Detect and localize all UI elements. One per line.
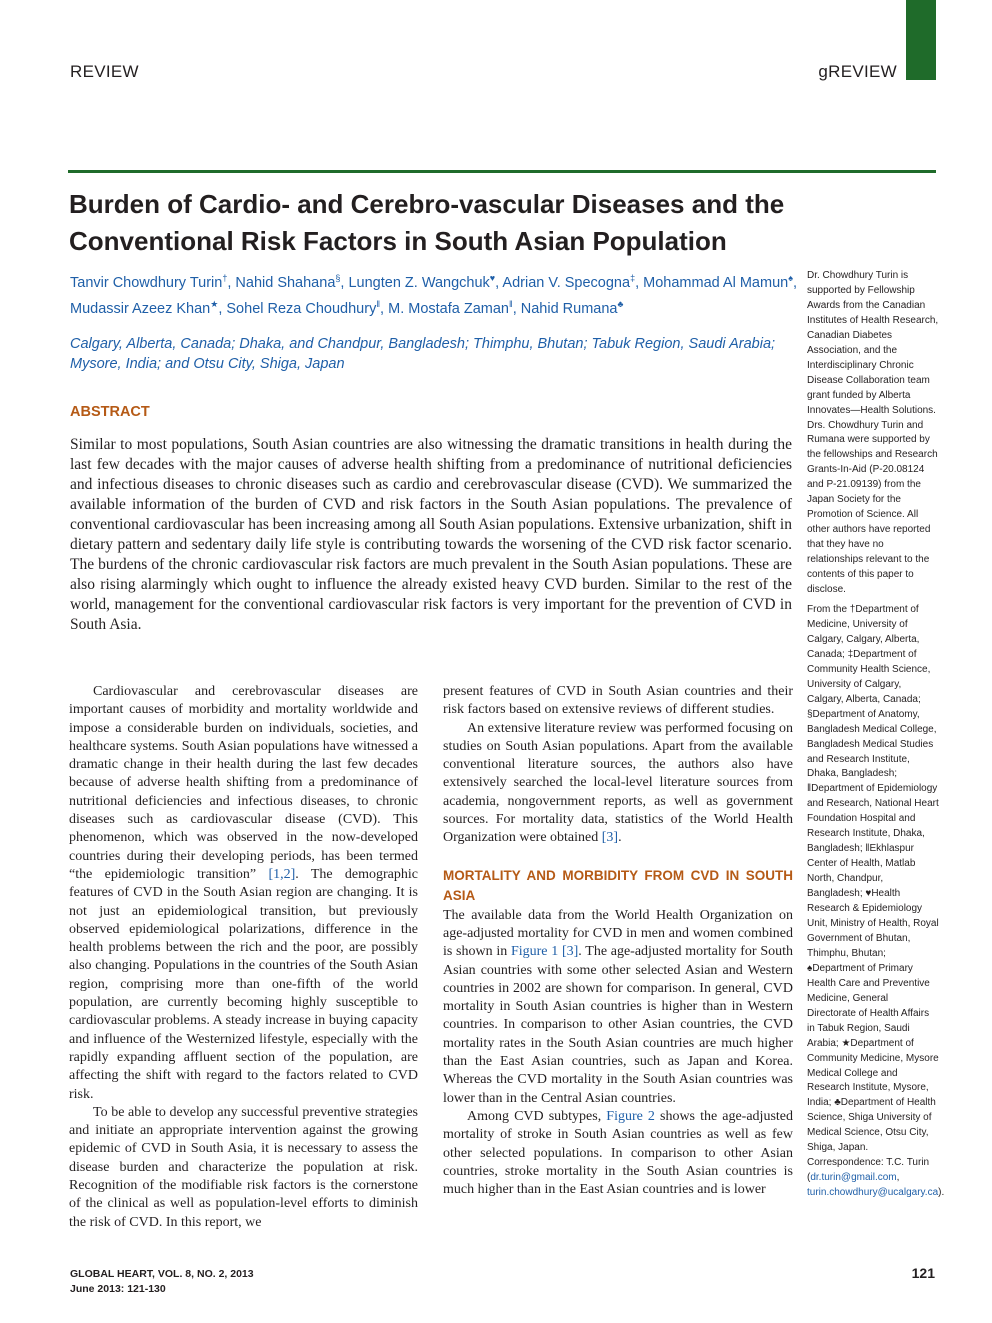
author-separator: , (512, 300, 521, 317)
affiliation-text: , (896, 1172, 900, 1184)
body-column-left (69, 683, 418, 1232)
affiliation-mark: ♠ (788, 273, 793, 283)
section-label-left: REVIEW (70, 62, 139, 81)
paragraph-text: The available data from the World Health Organization on age-adjusted mortality for CVD in men and women combined is shown in (443, 907, 793, 960)
paragraph-text: Cardiovascular and cerebrovascular diseases are important causes of morbidity and mortality worldwide and impose a considerable burden on individuals, societies, and healthcare systems. South Asian populations have witnessed a dramatic change in their health during the last few decades because of adverse health shifting from a predominance of nutritional deficiencies and infectious diseases, to chronic diseases such as cardiovascular disease (CVD). This phenomenon, which was observed in the now-developed countries during their developing periods, has been termed “the epidemiologic transition” (69, 684, 418, 882)
citation-link[interactable]: [3] (601, 830, 619, 846)
author-separator: , (495, 274, 503, 291)
affiliation-text: From the †Department of Medicine, University of Calgary, Calgary, Alberta, Canada; ‡Department of Community Health Science, University of Calgary, Calgary, Alberta, Canada; §Department of Anatomy, Bangladesh Medical College, Bangladesh Medical Studies and Research Institute, Dhaka, Bangladesh; ‖Department of Epidemiology and Research, National Heart Foundation Hospital and Research Institute, Dhaka, Bangladesh; ‖Ekhlaspur Center of Health, Matlab North, Chandpur, Bangladesh; ♥Health Research & Epidemiology Unit, Ministry of Health, Royal Government of Bhutan, Thimphu, Bhutan; ♠Department of Primary Health Care and Preventive Medicine, General Directorate of Health Affairs in Tabuk Region, Saudi Arabia; ★Department of Community Medicine, Mysore Medical College and Research Institute, Mysore, India; ♣Department of Health Science, Shiga University of Medical Science, Otsu City, Shiga, Japan. Correspondence: T.C. Turin ( (807, 603, 939, 1184)
affiliation-mark: § (335, 273, 341, 283)
journal-citation: GLOBAL HEART, VOL. 8, NO. 2, 2013 (70, 1268, 254, 1280)
author-separator: , (635, 274, 644, 291)
section-label-right: gREVIEW (818, 62, 897, 81)
abstract-text: Similar to most populations, South Asian countries are also witnessing the dramatic transitions in health during the last few decades with the major causes of adverse health shifting from a predominance of nutritional deficiencies and infectious diseases to chronic diseases such as cardio and cerebrovascular disease (CVD). We summarized the available information of the burden of CVD and risk factors in the South Asian populations. The prevalence of conventional cardiovascular has been increasing among all South Asian populations. Extensive urbanization, shift in dietary pattern and sedentary daily life style is contributing towards the worsening of the CVD risk factor scenario. The burdens of the chronic cardiovascular risk factors are much prevalent in the South Asian populations. These are also rising alarmingly which ought to influence the already existed heavy CVD burden. Similar to the rest of the world, management for the conventional cardiovascular risk factors is very important for the prevention of CVD in South Asia. (70, 436, 792, 633)
body-paragraph (443, 1108, 793, 1199)
issue-date: June 2013: 121-130 (70, 1283, 166, 1295)
article-sidebar (807, 269, 945, 1206)
author-list (70, 268, 800, 320)
paragraph-text: An extensive literature review was performed focusing on studies on South Asian populations. Apart from the available conventional literature sources, the authors also have extensively searched the local-level literature sources from academia, nongovernment reports, as well as government sources. For mortality data, statistics of the World Health Organization were obtained (443, 720, 793, 846)
body-paragraph (69, 683, 418, 1104)
article-title: Burden of Cardio- and Cerebro-vascular Diseases and the Conventional Risk Factors in South Asian Population (69, 189, 785, 256)
author-name: Sohel Reza Choudhury (226, 300, 377, 317)
body-paragraph: present features of CVD in South Asian countries and their risk factors based on extensive reviews of different studies. (443, 684, 793, 718)
author-separator: , (340, 274, 349, 291)
paragraph-text: Among CVD subtypes, (467, 1108, 607, 1124)
author-name: Nahid Rumana (520, 300, 618, 317)
email-link[interactable]: turin.chowdhury@ucalgary.ca (807, 1187, 939, 1199)
journal-footer (70, 1267, 254, 1297)
author-name: Nahid Shahana (235, 274, 336, 291)
section-color-tab (906, 0, 936, 80)
email-link[interactable]: dr.turin@gmail.com (810, 1172, 897, 1184)
affiliation-mark: ‡ (630, 273, 636, 283)
author-separator: , (792, 274, 798, 291)
paragraph-text: . The demographic features of CVD in the South Asian region are changing. It is not just an epidemiological transition, but previously observed epidemiological polarizations, difference in the health problems between the rich and the poor, are possibly also changing. Populations in the countries of the South Asian region, comprising more than one-fifth of the world population, are currently becoming highly susceptible to cardiovascular problems. A steady increase in buying capacity and influence of the Westernized lifestyle, especially with the rapidly expanding affluent section of the population, are affecting the shift with regard to the factors related to CVD risk. (69, 866, 418, 1102)
citation-link[interactable]: [1,2] (268, 866, 296, 882)
author-affiliations: Calgary, Alberta, Canada; Dhaka, and Chandpur, Bangladesh; Thimphu, Bhutan; Tabuk Region, Saudi Arabia; Mysore, India; and Otsu City, Shiga, Japan (70, 336, 776, 372)
affiliation-mark: † (222, 273, 228, 283)
author-name: Lungten Z. Wangchuk (348, 274, 490, 291)
paragraph-text: . The age-adjusted mortality for South Asian countries with some other selected Asian and Western countries in 2002 are shown for comparison. In general, CVD mortality in South Asian countries is higher than in Western countries. In comparison to other Asian countries, the CVD mortality rates in the South Asian countries are much higher than the East Asian countries, such as Japan and Korea. Whereas the CVD mortality in the South Asian countries was lower than in the Central Asian countries. (443, 944, 793, 1106)
author-name: M. Mostafa Zaman (388, 300, 509, 317)
affiliation-mark: ♣ (617, 298, 624, 309)
body-paragraph: To be able to develop any successful preventive strategies and initiate an appropriate intervention against the growing epidemic of CVD in South Asia, it is necessary to assess the disease burden and characterize the population at risk. Recognition of the modifiable risk factors is the cornerstone of the clinical as well as population-level efforts to diminish the risk of CVD. In this report, we (69, 1104, 418, 1230)
author-name: Tanvir Chowdhury Turin (70, 274, 223, 291)
author-separator: , (380, 300, 389, 317)
body-paragraph (443, 907, 793, 1108)
body-paragraph (443, 720, 793, 848)
affiliation-text: ). (938, 1187, 945, 1199)
abstract-heading: ABSTRACT (70, 404, 150, 420)
header-divider (68, 170, 936, 173)
page-number: 121 (911, 1265, 935, 1281)
figure-link[interactable]: Figure 2 (606, 1108, 655, 1124)
author-separator: , (227, 274, 236, 291)
paragraph-text: shows the age-adjusted mortality of stroke in South Asian countries as well as few other selected populations. In comparison to other Asian countries, stroke mortality in the South Asian countries is much higher than in the East Asian countries and is lower (443, 1108, 793, 1198)
figure-link[interactable]: Figure 1 (510, 944, 559, 960)
author-name: Mohammad Al Mamun (643, 274, 789, 291)
section-heading: MORTALITY AND MORBIDITY FROM CVD IN SOUTH ASIA (443, 867, 793, 903)
affiliation-mark: ♥ (489, 273, 496, 283)
author-separator: , (218, 300, 227, 317)
affiliation-mark: ‖ (376, 298, 381, 309)
affiliation-mark: ★ (210, 298, 219, 309)
citation-link[interactable]: [3] (561, 944, 579, 960)
author-name: Adrian V. Specogna (502, 274, 631, 291)
affiliation-mark: ‖ (508, 298, 513, 309)
author-name: Mudassir Azeez Khan (70, 300, 211, 317)
paragraph-text: . (618, 830, 622, 846)
funding-note: Dr. Chowdhury Turin is supported by Fellowship Awards from the Canadian Institutes of Health Research, Canadian Diabetes Association, and the Interdisciplinary Chronic Disease Collaboration team grant funded by Alberta Innovates—Health Solutions. Drs. Chowdhury Turin and Rumana were supported by the fellowships and Research Grants-In-Aid (P-20.08124 and P-21.09139) from the Japan Society for the Promotion of Science. All other authors have reported that they have no relationships relevant to the contents of this paper to disclose. (807, 270, 939, 596)
affiliation-note (807, 603, 945, 1201)
body-column-right (443, 683, 793, 1199)
